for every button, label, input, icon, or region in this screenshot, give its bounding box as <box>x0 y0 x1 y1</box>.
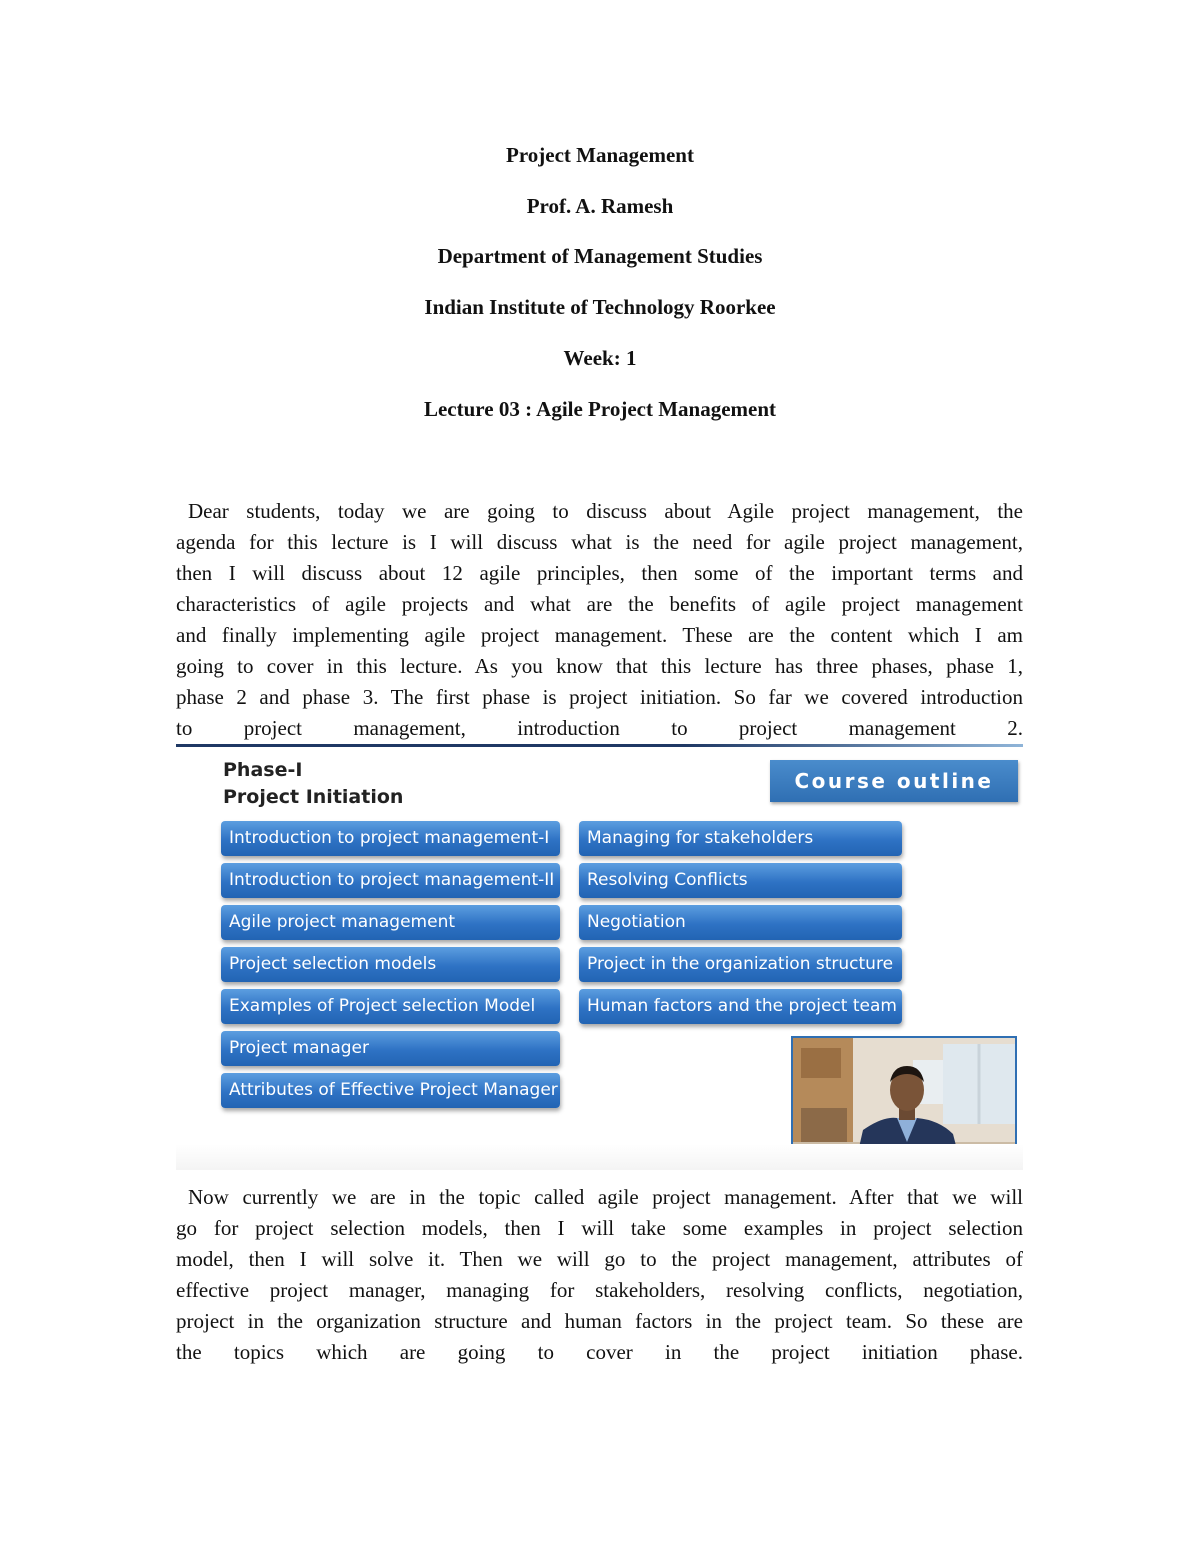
topics-line: model, then I will solve it. Then we will go to the project management, attributes of <box>176 1247 1023 1271</box>
doc-lecture-title: Lecture 03 : Agile Project Management <box>423 397 777 421</box>
intro-line: characteristics of agile projects and what are the benefits of agile project management <box>176 592 1023 616</box>
doc-professor: Prof. A. Ramesh <box>526 194 674 218</box>
intro-line: then I will discuss about 12 agile principles, then some of the important terms and <box>176 561 1023 585</box>
doc-week: Week: 1 <box>563 346 637 370</box>
intro-line: phase 2 and phase 3. The first phase is project initiation. So far we covered introduction <box>176 685 1023 709</box>
topic-box: Introduction to project management-II <box>221 863 560 898</box>
topic-box: Project in the organization structure <box>579 947 902 982</box>
topic-box: Project manager <box>221 1031 560 1066</box>
course-outline-banner: Course outline <box>770 760 1018 802</box>
topic-box: Introduction to project management-I <box>221 821 560 856</box>
topics-line: go for project selection models, then I will take some examples in project selection <box>176 1216 1023 1240</box>
topic-box: Negotiation <box>579 905 902 940</box>
doc-department: Department of Management Studies <box>437 244 763 268</box>
topic-box: Resolving Conflicts <box>579 863 902 898</box>
intro-line: and finally implementing agile project management. These are the content which I am <box>176 623 1023 647</box>
intro-line: to project management, introduction to project management 2. <box>176 716 1023 740</box>
intro-line: Dear students, today we are going to discuss about Agile project management, the <box>188 499 1023 523</box>
phase-label: Phase-I <box>223 759 303 781</box>
topics-paragraph <box>176 1182 1023 1368</box>
topic-box: Agile project management <box>221 905 560 940</box>
intro-paragraph <box>176 496 1023 744</box>
topics-line: project in the organization structure and human factors in the project team. So these are <box>176 1309 1023 1333</box>
topic-box: Attributes of Effective Project Manager <box>221 1073 560 1108</box>
doc-title: Project Management <box>506 143 694 167</box>
slide-footer-shade <box>176 1144 1023 1170</box>
phase-name: Project Initiation <box>223 786 404 808</box>
intro-line: agenda for this lecture is I will discuss what is the need for agile project management, <box>176 530 1023 554</box>
topics-line: effective project manager, managing for stakeholders, resolving conflicts, negotiation, <box>176 1278 1023 1302</box>
intro-line: going to cover in this lecture. As you know that this lecture has three phases, phase 1, <box>176 654 1023 678</box>
topics-line: Now currently we are in the topic called agile project management. After that we will <box>188 1185 1023 1209</box>
topic-box: Managing for stakeholders <box>579 821 902 856</box>
course-outline-slide <box>176 744 1023 1170</box>
topics-line: the topics which are going to cover in the project initiation phase. <box>176 1340 1023 1364</box>
topic-box: Project selection models <box>221 947 560 982</box>
topic-box: Examples of Project selection Model <box>221 989 560 1024</box>
doc-institute: Indian Institute of Technology Roorkee <box>424 295 776 319</box>
slide-top-rule <box>176 744 1023 747</box>
topic-box: Human factors and the project team <box>579 989 902 1024</box>
